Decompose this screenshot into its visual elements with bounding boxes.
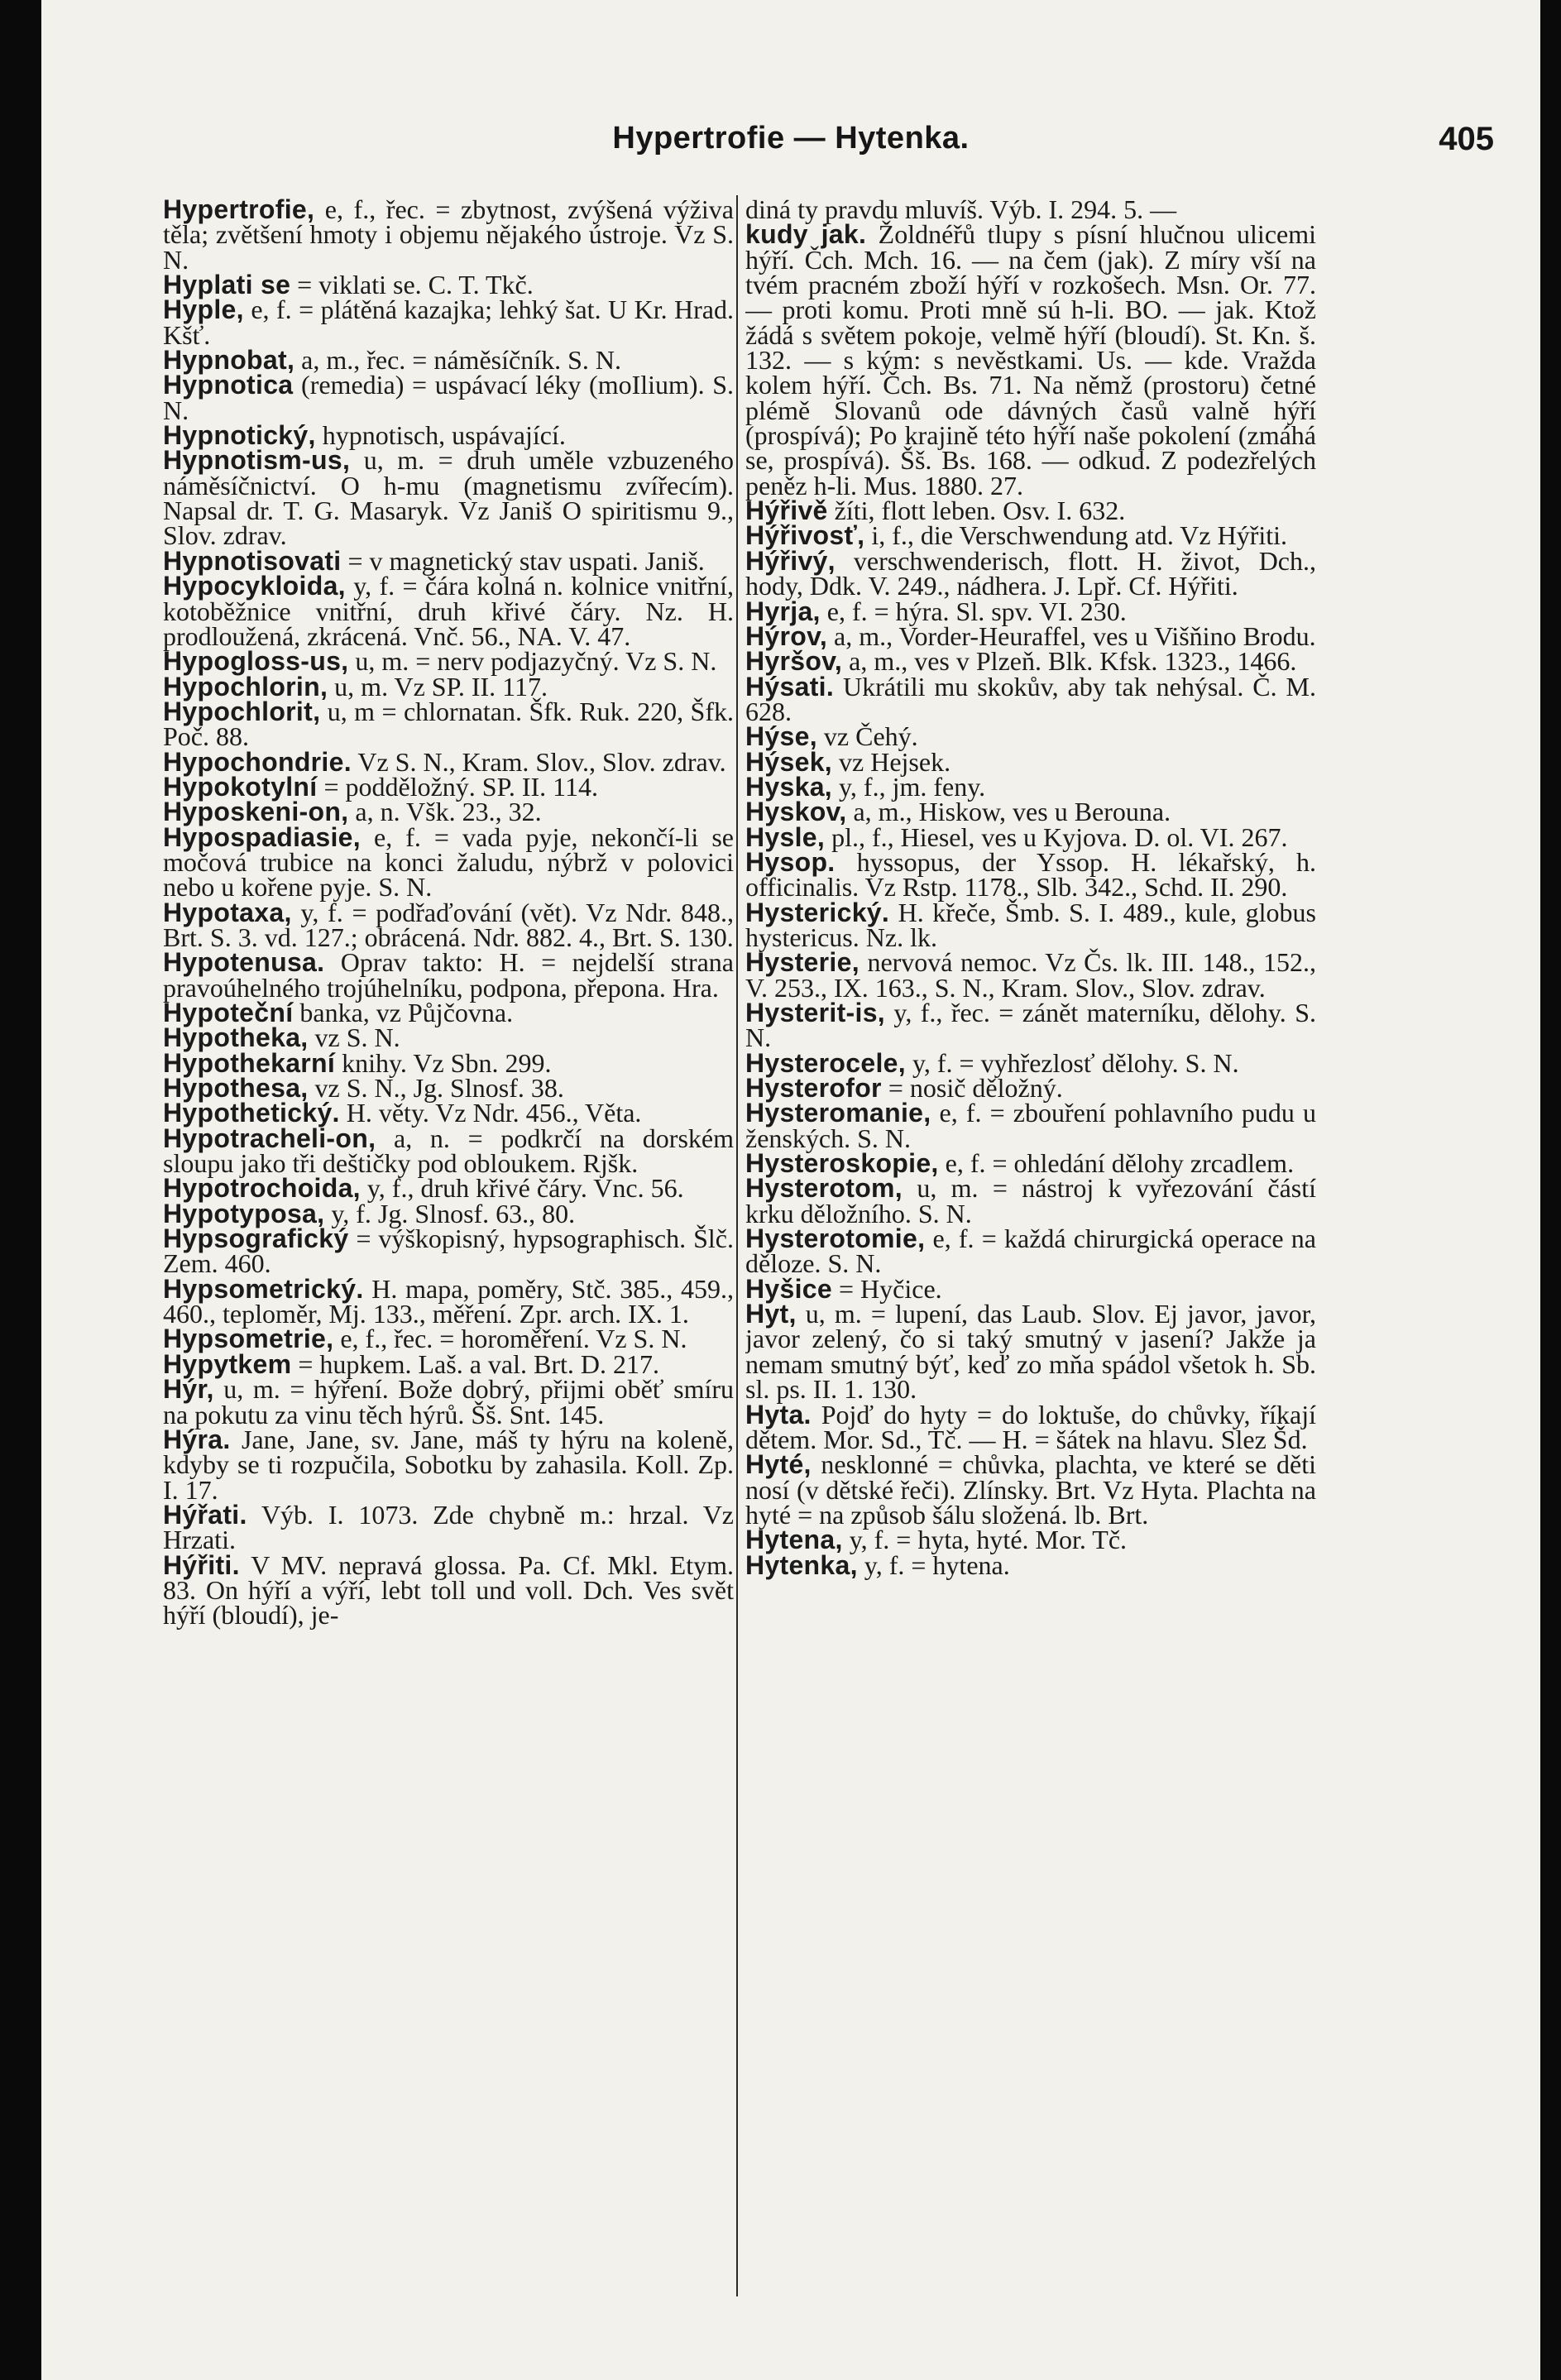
- entry-definition: H. mapa, poměry, Stč. 385., 459., 460., teploměr, Mj. 133., měření. Zpr. arch. IX. 1.: [163, 1273, 734, 1329]
- dictionary-entry: [163, 1273, 734, 1329]
- dictionary-entry: [163, 1424, 734, 1505]
- entry-definition: e, f. = zbouření pohlavního pudu u ženských. S. N.: [745, 1098, 1316, 1153]
- entry-headword: Hyšice: [745, 1273, 832, 1304]
- dictionary-entry: [745, 1549, 1316, 1580]
- entry-definition: Pojď do hyty = do loktuše, do chůvky, říkají dětem. Mor. Sd., Tč. — H. = šátek na hlavu. Slez Šd.: [745, 1399, 1316, 1454]
- dictionary-entry: [163, 1073, 734, 1104]
- entry-headword: Hysle,: [745, 821, 826, 852]
- entry-headword: Hyt,: [745, 1299, 797, 1329]
- dictionary-entry: [163, 445, 734, 551]
- entry-headword: Hypnotisovati: [163, 545, 342, 576]
- entry-definition: y, f., řec. = zánět materníku, dělohy. S. N.: [745, 998, 1316, 1053]
- entry-headword: Hysop.: [745, 846, 836, 877]
- entry-headword: Hysterie,: [745, 947, 860, 978]
- dictionary-entry: [745, 1449, 1316, 1530]
- entry-headword: Hyskov,: [745, 797, 847, 827]
- dictionary-entry: [163, 897, 734, 952]
- dictionary-page: [41, 0, 1540, 2380]
- entry-definition: hypnotisch, uspávající.: [322, 420, 566, 451]
- dictionary-entry: [163, 1224, 734, 1279]
- entry-definition: diná ty pravdu mluvíš. Výb. I. 294. 5. —: [745, 197, 1177, 224]
- entry-headword: Hypytkem: [163, 1348, 292, 1379]
- dictionary-entry: [745, 1047, 1316, 1078]
- entry-definition: = hupkem. Laš. a val. Brt. D. 217.: [298, 1348, 659, 1379]
- dictionary-entry: [745, 771, 1316, 802]
- dictionary-entry: [163, 1173, 734, 1204]
- dictionary-entry: [745, 1399, 1316, 1454]
- entry-headword: Hypochondrie.: [163, 746, 352, 777]
- entry-headword: Hypocykloida,: [163, 571, 346, 601]
- entry-definition: vz S. N., Jg. Slnosf. 38.: [314, 1073, 564, 1104]
- entry-headword: Hysteroskopie,: [745, 1148, 939, 1179]
- entry-definition: knihy. Vz Sbn. 299.: [342, 1047, 552, 1078]
- dictionary-entry: [163, 345, 734, 376]
- entry-headword: Hyple,: [163, 295, 244, 325]
- entry-headword: Hypothetický.: [163, 1098, 340, 1128]
- dictionary-entry: [745, 1000, 1316, 1051]
- dictionary-entry: [163, 270, 734, 300]
- entry-headword: Hýsati.: [745, 671, 835, 702]
- dictionary-entry: [163, 545, 734, 576]
- entry-definition: banka, vz Půjčovna.: [299, 998, 514, 1027]
- entry-definition: y, f. = podřaďování (vět). Vz Ndr. 848., Brt. S. 3. vd. 127.; obrácená. Ndr. 882. 4., Brt. S. 130.: [163, 897, 734, 952]
- entry-definition: Vz S. N., Kram. Slov., Slov. zdrav.: [357, 746, 726, 777]
- entry-headword: Hyta.: [745, 1399, 812, 1429]
- entry-headword: Hyplati se: [163, 270, 291, 300]
- dictionary-entry: [745, 219, 1316, 500]
- entry-definition: a, n. = podkrčí na dorském sloupu jako tři deštičky pod obloukem. Rjšk.: [163, 1123, 734, 1179]
- entry-definition: Oprav takto: H. = nejdelší strana pravoúhelného trojúhelníku, podpona, přepona. Hra.: [163, 947, 734, 1003]
- entry-headword: Hysterocele,: [745, 1047, 906, 1078]
- entry-headword: Hypnotica: [163, 370, 294, 400]
- dictionary-entry: [163, 746, 734, 777]
- entry-definition: a, m., Vorder-Heuraffel, ves u Višňino Brodu.: [834, 620, 1316, 651]
- entry-definition: = viklati se. C. T. Tkč.: [297, 270, 534, 300]
- entry-headword: Hýřivě: [745, 496, 828, 526]
- entry-headword: Hysterický.: [745, 897, 890, 927]
- dictionary-entry: [745, 1100, 1316, 1151]
- dictionary-entry: [163, 671, 734, 702]
- entry-definition: nesklonné = chůvka, plachta, ve které se děti nosí (v dětské řeči). Zlínsky. Brt. Vz Hyta. Plachta na hyté = na způsob šálu složená. lb. Brt.: [745, 1449, 1316, 1530]
- entry-headword: Hypotyposa,: [163, 1198, 325, 1228]
- entry-definition: = výškopisný, hypsographisch. Šlč. Zem. 460.: [163, 1224, 734, 1279]
- entry-definition: a, m., ves v Plzeň. Blk. Kfsk. 1323., 1466.: [849, 646, 1297, 677]
- dictionary-entry: [745, 1273, 1316, 1304]
- entry-definition: H. věty. Vz Ndr. 456., Věta.: [346, 1098, 642, 1128]
- entry-headword: kudy jak.: [745, 219, 867, 250]
- dictionary-entry: [163, 372, 734, 423]
- entry-definition: i, f., die Verschwendung atd. Vz Hýřiti.: [871, 520, 1288, 551]
- entry-headword: Hypsometrický.: [163, 1273, 364, 1304]
- entry-definition: e, f. = plátěná kazajka; lehký šat. U Kr. Hrad. Kšť.: [163, 295, 734, 350]
- entry-definition: e, f. = každá chirurgická operace na děloze. S. N.: [745, 1224, 1316, 1279]
- entry-definition: u, m. = druh uměle vzbuzeného náměsíčnictví. O h-mu (magnetismu zvířecím). Napsal dr. T. G. Masaryk. Vz Janiš O spiritismu 9., Slov. zdrav.: [163, 445, 734, 551]
- entry-definition: a, m., řec. = náměsíčník. S. N.: [301, 345, 621, 376]
- entry-headword: Hysteromanie,: [745, 1098, 931, 1128]
- entry-definition: Žoldnéřů tlupy s písní hlučnou ulicemi hýří. Čch. Mch. 16. — na čem (jak). Z míry vší na tvém pracném zboží hýří v rozkošech. Msn. Or. 77. — proti komu. Proti mně sú h-li. BO. — jak. Ktož žádá s světem pokoje, velmě hýří (bloudí). St. Kn. š. 132. — s kým: s nevěstkami. Us. — kde. Vražda kolem hýří. Čch. Bs. 71. Na němž (prostoru) četné plémě Slovanů ode dávných časů valně hýří (prospívá); Po krajině této hýří naše pokolení (zmáhá se, prospívá). Šš. Bs. 168. — odkud. Z podezřelých peněz h-li. Mus. 1880. 27.: [745, 219, 1316, 500]
- dictionary-entry: [745, 1525, 1316, 1555]
- entry-headword: Hýr,: [163, 1374, 214, 1405]
- dictionary-entry: [163, 646, 734, 677]
- entry-headword: Hýsek,: [745, 746, 832, 777]
- entry-headword: Hýřivosť,: [745, 520, 865, 551]
- entry-headword: Hýřivý,: [745, 545, 836, 576]
- dictionary-entry: [163, 696, 734, 752]
- entry-definition: = v magnetický stav uspati. Janiš.: [347, 545, 705, 576]
- entry-headword: Hypnotism-us,: [163, 445, 351, 476]
- entry-definition: Výb. I. 1073. Zde chybně m.: hrzal. Vz Hrzati.: [163, 1499, 734, 1555]
- entry-headword: Hypnobat,: [163, 345, 295, 376]
- entry-headword: Hysterotom,: [745, 1173, 903, 1204]
- dictionary-entry: [163, 295, 734, 350]
- entry-definition: vz S. N.: [314, 1022, 400, 1053]
- dictionary-entry: [745, 197, 1316, 222]
- entry-headword: Hypnotický,: [163, 420, 316, 451]
- entry-headword: Hyrja,: [745, 596, 821, 626]
- entry-definition: u, m. = lupení, das Laub. Slov. Ej javor, javor, javor zelený, čo si taký smutný v jasení? Jakže ja nemam smutný býť, keď zo mňa spádol všetok h. Sb. sl. ps. II. 1. 130.: [745, 1299, 1316, 1405]
- dictionary-entry: [745, 1173, 1316, 1228]
- dictionary-entry: [745, 671, 1316, 726]
- entry-headword: Hysterofor: [745, 1073, 882, 1104]
- dictionary-entry: [745, 797, 1316, 827]
- entry-definition: y, f. = čára kolná n. kolnice vnitřní, kotoběžnice vnitřní, druh křivé čáry. Nz. H. prodloužená, zkrácená. Vnč. 56., NA. V. 47.: [163, 571, 734, 651]
- entry-headword: Hyposkeni-on,: [163, 797, 349, 827]
- entry-headword: Hyršov,: [745, 646, 843, 677]
- dictionary-entry: [163, 797, 734, 827]
- entry-definition: a, m., Hiskow, ves u Berouna.: [853, 797, 1171, 827]
- entry-definition: vz Čehý.: [823, 721, 918, 752]
- dictionary-entry: [163, 1499, 734, 1555]
- entry-definition: Jane, Jane, sv. Jane, máš ty hýru na koleně, kdyby se ti rozpučila, Sobotku by zahasila. Koll. Zp. I. 17.: [163, 1424, 734, 1505]
- dictionary-entry: [745, 1299, 1316, 1405]
- entry-definition: (remedia) = uspávací léky (moIlium). S. N.: [163, 370, 734, 425]
- entry-headword: Hyska,: [745, 771, 832, 802]
- dictionary-entry: [745, 620, 1316, 651]
- entry-definition: V MV. nepravá glossa. Pa. Cf. Mkl. Etym. 83. On hýří a výří, lebt toll und voll. Dch. Ves svět hýří (bloudí), je-: [163, 1549, 734, 1631]
- dictionary-entry: [745, 846, 1316, 903]
- entry-headword: Hýřiti.: [163, 1549, 240, 1580]
- entry-definition: vz Hejsek.: [839, 746, 951, 777]
- right-column: [745, 197, 1316, 2323]
- dictionary-entry: [745, 596, 1316, 626]
- entry-headword: Hypotracheli-on,: [163, 1123, 376, 1153]
- entry-headword: Hypothesa,: [163, 1073, 309, 1104]
- dictionary-entry: [745, 646, 1316, 677]
- entry-definition: = podděložný. SP. II. 114.: [323, 771, 598, 802]
- dictionary-entry: [163, 197, 734, 275]
- entry-headword: Hypotenusa.: [163, 947, 325, 978]
- running-head: Hypertrofie — Hytenka.: [612, 121, 970, 156]
- dictionary-entry: [745, 1224, 1316, 1279]
- page-number: 405: [1439, 121, 1494, 157]
- dictionary-entry: [163, 771, 734, 802]
- entry-definition: hyssopus, der Yssop. H. lékařský, h. officinalis. Vz Rstp. 1178., Slb. 342., Schd. II. 290.: [745, 846, 1316, 903]
- entry-definition: u, m. = nerv podjazyčný. Vz S. N.: [355, 646, 717, 677]
- entry-headword: Hypotheka,: [163, 1022, 309, 1053]
- entry-headword: Hypsografický: [163, 1224, 349, 1254]
- entry-definition: y, f., jm. feny.: [839, 771, 986, 802]
- entry-headword: Hýra.: [163, 1424, 231, 1454]
- entry-definition: e, f., řec. = zbytnost, zvýšená výživa těla; zvětšení hmoty i objemu nějakého ústroje. Vz S. N.: [163, 197, 734, 275]
- entry-definition: y, f. = hyta, hyté. Mor. Tč.: [849, 1525, 1128, 1555]
- dictionary-entry: [163, 1098, 734, 1128]
- entry-definition: Ukrátili mu skokův, aby tak nehýsal. Č. M. 628.: [745, 671, 1316, 726]
- page-header: [41, 121, 1540, 170]
- dictionary-entry: [745, 520, 1316, 551]
- entry-headword: Hypotaxa,: [163, 897, 292, 927]
- dictionary-entry: [163, 821, 734, 903]
- entry-definition: u, m. = hýření. Bože dobrý, přijmi oběť smíru na pokutu za vinu těch hýrů. Šš. Snt. 145.: [163, 1374, 734, 1429]
- dictionary-entry: [745, 721, 1316, 752]
- dictionary-entry: [163, 573, 734, 649]
- entry-headword: Hypothekarní: [163, 1047, 336, 1078]
- dictionary-entry: [163, 1022, 734, 1053]
- dictionary-entry: [163, 1000, 734, 1025]
- dictionary-entry: [163, 947, 734, 1003]
- left-column: [163, 197, 734, 2323]
- dictionary-entry: [163, 1549, 734, 1631]
- entry-definition: e, f. = ohledání dělohy zrcadlem.: [945, 1148, 1295, 1179]
- dictionary-entry: [163, 1348, 734, 1379]
- dictionary-entry: [745, 897, 1316, 952]
- dictionary-entry: [163, 420, 734, 451]
- entry-headword: Hypochlorit,: [163, 696, 321, 726]
- entry-definition: y, f. = vyhřezlosť dělohy. S. N.: [912, 1047, 1239, 1078]
- entry-definition: u, m. = nástroj k vyřezování částí krku děložního. S. N.: [745, 1173, 1316, 1228]
- entry-headword: Hýřati.: [163, 1499, 247, 1530]
- entry-definition: e, f., řec. = horoměření. Vz S. N.: [340, 1324, 687, 1354]
- entry-headword: Hytenka,: [745, 1549, 858, 1580]
- dictionary-entry: [745, 545, 1316, 601]
- entry-definition: žíti, flott leben. Osv. I. 632.: [834, 496, 1126, 526]
- entry-definition: H. křeče, Šmb. S. I. 489., kule, globus hystericus. Nz. lk.: [745, 897, 1316, 952]
- entry-headword: Hypochlorin,: [163, 671, 328, 702]
- dictionary-entry: [163, 1123, 734, 1179]
- entry-definition: = nosič děložný.: [888, 1073, 1063, 1104]
- dictionary-entry: [745, 746, 1316, 777]
- entry-definition: y, f. Jg. Slnosf. 63., 80.: [331, 1198, 576, 1228]
- dictionary-entry: [745, 947, 1316, 1003]
- entry-definition: e, f. = vada pyje, nekončí-li se močová trubice na konci žaludu, nýbrž v polovici nebo u kořene pyje. S. N.: [163, 821, 734, 903]
- dictionary-entry: [745, 1073, 1316, 1104]
- entry-headword: Hýrov,: [745, 620, 828, 651]
- entry-headword: Hypokotylní: [163, 771, 318, 802]
- entry-headword: Hypotrochoida,: [163, 1173, 361, 1204]
- entry-definition: u, m = chlornatan. Šfk. Ruk. 220, Šfk. Poč. 88.: [163, 696, 734, 752]
- entry-definition: u, m. Vz SP. II. 117.: [334, 671, 548, 702]
- dictionary-entry: [745, 496, 1316, 526]
- entry-definition: pl., f., Hiesel, ves u Kyjova. D. ol. VI. 267.: [831, 821, 1288, 852]
- entry-headword: Hyté,: [745, 1449, 812, 1480]
- entry-headword: Hysterit-is,: [745, 998, 885, 1027]
- entry-headword: Hysterotomie,: [745, 1224, 926, 1254]
- entry-definition: = Hyčice.: [839, 1273, 942, 1304]
- entry-headword: Hypospadiasie,: [163, 821, 361, 852]
- dictionary-entry: [163, 1324, 734, 1354]
- entry-definition: y, f., druh křivé čáry. Vnc. 56.: [366, 1173, 684, 1204]
- column-divider: [736, 195, 738, 2296]
- entry-definition: a, n. Všk. 23., 32.: [355, 797, 542, 827]
- entry-definition: y, f. = hytena.: [864, 1549, 1010, 1580]
- entry-headword: Hypertrofie,: [163, 197, 315, 224]
- dictionary-entry: [163, 1047, 734, 1078]
- entry-definition: verschwenderisch, flott. H. život, Dch., hody, Ddk. V. 249., nádhera. J. Lpř. Cf. Hýřiti.: [745, 545, 1316, 601]
- entry-definition: nervová nemoc. Vz Čs. lk. III. 148., 152., V. 253., IX. 163., S. N., Kram. Slov., Slov. zdrav.: [745, 947, 1316, 1003]
- dictionary-entry: [745, 1148, 1316, 1179]
- entry-headword: Hypogloss-us,: [163, 646, 349, 677]
- entry-definition: e, f. = hýra. Sl. spv. VI. 230.: [826, 596, 1127, 626]
- dictionary-entry: [745, 821, 1316, 852]
- entry-headword: Hytena,: [745, 1525, 843, 1555]
- dictionary-entry: [163, 1374, 734, 1429]
- entry-headword: Hýse,: [745, 721, 817, 752]
- entry-headword: Hypsometrie,: [163, 1324, 334, 1354]
- dictionary-entry: [163, 1198, 734, 1228]
- entry-headword: Hypoteční: [163, 998, 294, 1027]
